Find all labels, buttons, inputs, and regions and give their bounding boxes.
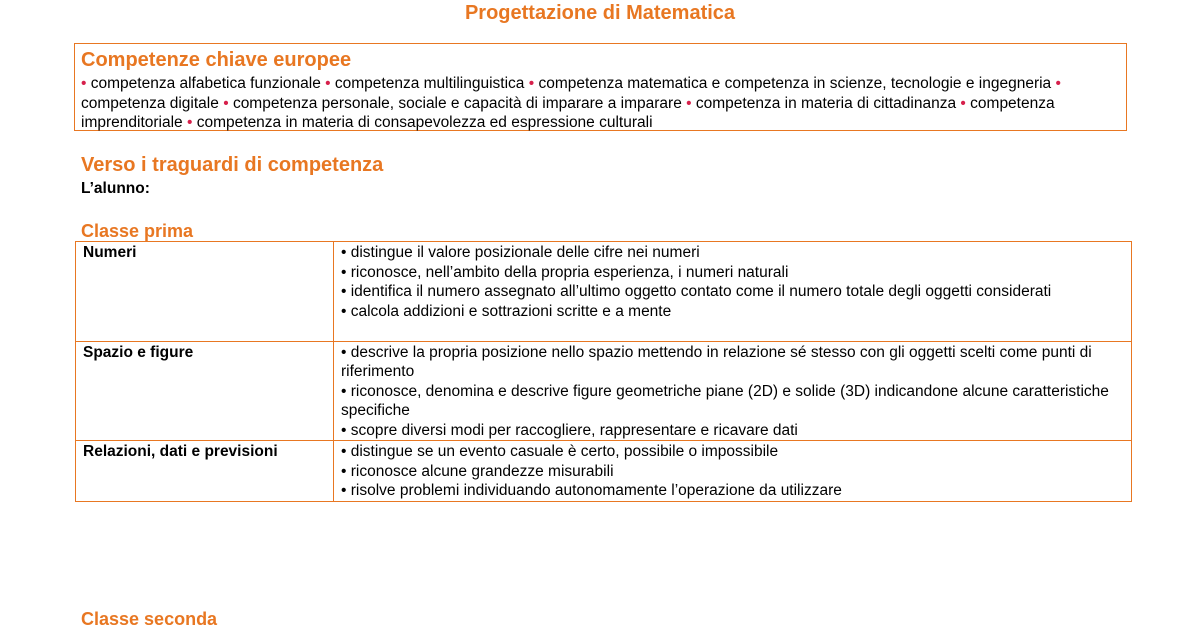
bullet-icon: •	[960, 94, 966, 112]
goal-item: • calcola addizioni e sottrazioni scritte e a mente	[341, 302, 672, 320]
area-label: Numeri	[76, 242, 334, 342]
page-title: Progettazione di Matematica	[464, 2, 736, 24]
area-goals	[334, 341, 1132, 441]
class-first-heading: Classe prima	[81, 221, 194, 241]
goal-item: • identifica il numero assegnato all’ultimo oggetto contato come il numero totale degli oggetti considerati	[341, 283, 1052, 300]
goal-item: • riconosce, denomina e descrive figure geometriche piane (2D) e solide (3D) indicandone alcune caratteristiche specifiche	[341, 382, 1109, 419]
bullet-icon: •	[1055, 75, 1061, 92]
class-second-heading: Classe seconda	[81, 609, 218, 629]
bullet-icon: •	[325, 75, 331, 92]
area-goals	[334, 441, 1132, 502]
key-competence-item: competenza multilinguistica	[334, 75, 525, 92]
key-competence-item: competenza in materia di consapevolezza ed espressione culturali	[196, 114, 653, 131]
competence-table	[75, 241, 1132, 502]
area-goals	[334, 242, 1132, 342]
key-competences-heading: Competenze chiave europee	[81, 49, 352, 71]
goal-item: • distingue il valore posizionale delle cifre nei numeri	[341, 244, 700, 261]
goal-item: • scopre diversi modi per raccogliere, rappresentare e ricavare dati	[341, 421, 798, 439]
blank-line	[341, 321, 1125, 341]
goals-heading: Verso i traguardi di competenza	[81, 154, 384, 176]
table-row	[76, 341, 1132, 441]
key-competence-item: competenza imprenditoriale	[81, 94, 1055, 131]
table-row	[76, 242, 1132, 342]
key-competence-item: competenza digitale	[81, 94, 219, 112]
area-label: Relazioni, dati e previsioni	[76, 441, 334, 502]
table-row	[76, 441, 1132, 502]
goal-item: • riconosce, nell’ambito della propria esperienza, i numeri naturali	[341, 263, 789, 281]
bullet-icon: •	[223, 94, 229, 112]
bullet-icon: •	[81, 75, 87, 92]
key-competence-item: competenza matematica e competenza in scienze, tecnologie e ingegneria	[538, 75, 1052, 92]
goal-item: • distingue se un evento casuale è certo, possibile o impossibile	[341, 443, 779, 460]
key-competence-item: competenza alfabetica funzionale	[90, 75, 321, 92]
bullet-icon: •	[686, 94, 692, 112]
key-competence-item: competenza personale, sociale e capacità di imparare a imparare	[232, 94, 682, 112]
bullet-icon: •	[528, 75, 535, 92]
goal-item: • descrive la propria posizione nello spazio mettendo in relazione sé stesso con gli oggetti scelti come punti di riferimento	[341, 343, 1092, 380]
key-competence-item: competenza in materia di cittadinanza	[695, 94, 957, 112]
bullet-icon: •	[186, 114, 193, 131]
key-competences-box	[74, 43, 1127, 131]
pupil-label: L’alunno:	[81, 180, 150, 197]
goal-item: • risolve problemi individuando autonomamente l’operazione da utilizzare	[341, 482, 842, 499]
key-competences-list	[81, 74, 1120, 133]
goal-item: • riconosce alcune grandezze misurabili	[341, 462, 614, 480]
area-label: Spazio e figure	[76, 341, 334, 441]
